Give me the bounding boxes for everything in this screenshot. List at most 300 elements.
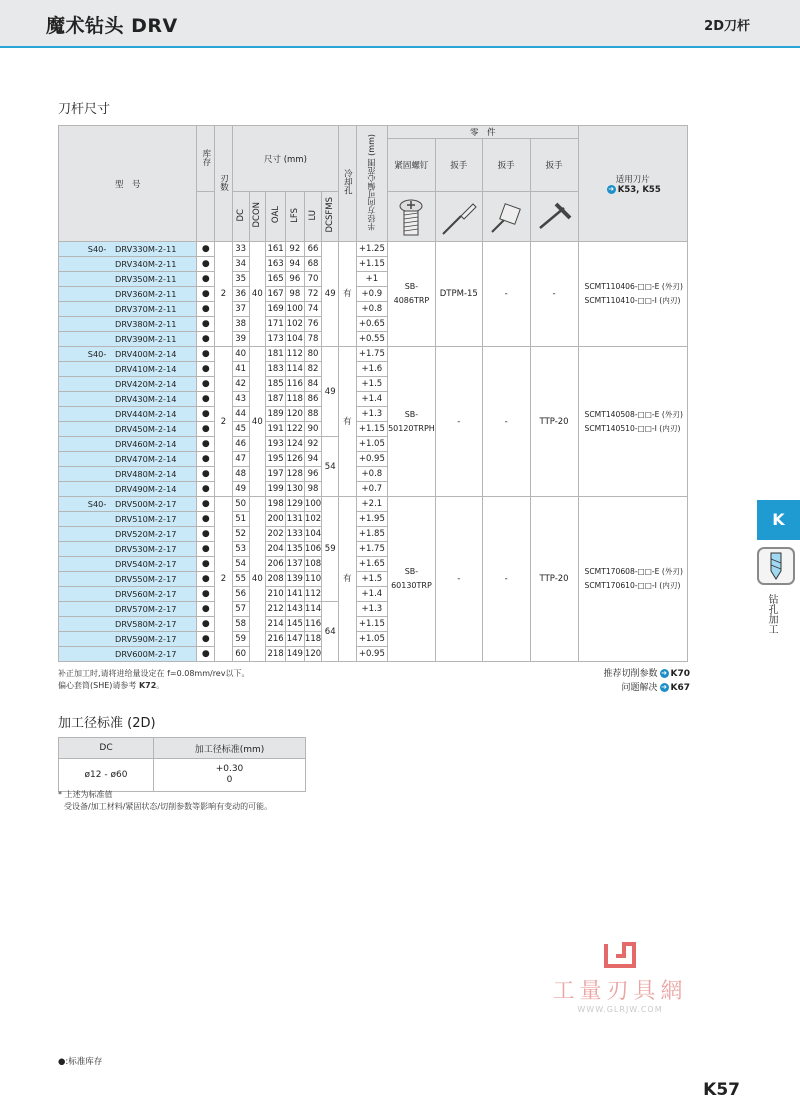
range-cell: +0.8	[356, 302, 387, 317]
lu-cell: 98	[304, 482, 322, 497]
stock-mark: ●	[197, 317, 215, 332]
stock-mark: ●	[197, 647, 215, 662]
standard-table	[58, 737, 306, 792]
lu-cell: 72	[304, 287, 322, 302]
lfs-cell: 104	[285, 332, 304, 347]
range-cell: +0.95	[356, 452, 387, 467]
lu-cell: 76	[304, 317, 322, 332]
wrench3-cell: TTP-20	[530, 497, 578, 662]
lu-cell: 114	[304, 602, 322, 617]
model-cell	[59, 527, 197, 542]
model-cell	[59, 557, 197, 572]
oal-cell: 202	[266, 527, 286, 542]
dc-cell: 57	[232, 602, 249, 617]
insert-code: SCMT140508-□□-E (外刃)	[584, 409, 683, 419]
arrow-right-icon: ➜	[661, 669, 667, 677]
model-cell	[59, 392, 197, 407]
flutes-cell: 2	[215, 242, 233, 347]
lfs-cell: 126	[285, 452, 304, 467]
wrench2-cell: -	[482, 497, 530, 662]
dc-cell: 48	[232, 467, 249, 482]
model-cell	[59, 362, 197, 377]
lfs-cell: 96	[285, 272, 304, 287]
stock-mark: ●	[197, 587, 215, 602]
range-cell: +1.15	[356, 257, 387, 272]
wrench3-cell: -	[530, 242, 578, 347]
range-cell: +1.5	[356, 572, 387, 587]
model-code: DRV390M-2-11	[115, 334, 177, 344]
model-code: DRV430M-2-14	[115, 394, 177, 404]
dc-cell: 33	[232, 242, 249, 257]
model-cell	[59, 647, 197, 662]
lfs-cell: 137	[285, 557, 304, 572]
model-code: DRV400M-2-14	[115, 349, 177, 359]
wrench2-cell: -	[482, 347, 530, 497]
t-wrench-icon	[534, 198, 574, 238]
table-notes	[58, 668, 249, 692]
oal-cell: 171	[266, 317, 286, 332]
dc-cell: 58	[232, 617, 249, 632]
lfs-cell: 114	[285, 362, 304, 377]
screw-cell: SB-50120TRPH	[387, 347, 435, 497]
range-cell: +0.7	[356, 482, 387, 497]
model-cell	[59, 482, 197, 497]
stock-mark: ●	[197, 362, 215, 377]
header-coolant: 冷却孔	[339, 126, 357, 242]
oal-cell: 212	[266, 602, 286, 617]
std-tolerance: +0.30 0	[154, 759, 306, 792]
lu-cell: 96	[304, 467, 322, 482]
oal-cell: 208	[266, 572, 286, 587]
stock-mark: ●	[197, 452, 215, 467]
model-cell	[59, 587, 197, 602]
oal-cell: 210	[266, 587, 286, 602]
oal-cell: 173	[266, 332, 286, 347]
model-code: DRV530M-2-17	[115, 544, 177, 554]
lfs-cell: 124	[285, 437, 304, 452]
stock-mark: ●	[197, 602, 215, 617]
model-cell	[59, 377, 197, 392]
lfs-cell: 133	[285, 527, 304, 542]
model-code: DRV560M-2-17	[115, 589, 177, 599]
stock-mark: ●	[197, 512, 215, 527]
header-parts: 零 件	[387, 126, 578, 139]
header-col-dcsfms: DCSFMS	[322, 192, 339, 242]
lfs-cell: 118	[285, 392, 304, 407]
wrench3-cell: TTP-20	[530, 347, 578, 497]
lfs-cell: 139	[285, 572, 304, 587]
lfs-cell: 141	[285, 587, 304, 602]
model-cell	[59, 422, 197, 437]
oal-cell: 167	[266, 287, 286, 302]
wrench3-image	[530, 192, 578, 242]
model-code: DRV590M-2-17	[115, 634, 177, 644]
model-code: DRV470M-2-14	[115, 454, 177, 464]
model-cell	[59, 302, 197, 317]
stock-mark: ●	[197, 527, 215, 542]
range-cell: +1.3	[356, 407, 387, 422]
table-row	[59, 242, 688, 257]
stock-mark: ●	[197, 347, 215, 362]
model-cell	[59, 572, 197, 587]
insert-code: SCMT170608-□□-E (外刃)	[584, 567, 683, 576]
coolant-cell: 有	[339, 347, 357, 497]
lu-cell: 112	[304, 587, 322, 602]
model-code: DRV570M-2-17	[115, 604, 177, 614]
lfs-cell: 102	[285, 317, 304, 332]
lfs-cell: 145	[285, 617, 304, 632]
lfs-cell: 122	[285, 422, 304, 437]
dc-cell: 45	[232, 422, 249, 437]
page-number: K57	[703, 1080, 740, 1100]
stock-mark: ●	[197, 542, 215, 557]
header-screw: 紧固螺钉	[387, 139, 435, 192]
page-category: 2D刀杆	[704, 19, 750, 34]
oal-cell: 195	[266, 452, 286, 467]
stock-legend: ●:标准库存	[58, 1057, 103, 1067]
oal-cell: 199	[266, 482, 286, 497]
dc-cell: 60	[232, 647, 249, 662]
model-cell	[59, 497, 197, 512]
side-label: 钻孔加工	[766, 594, 777, 634]
note-feed: 补正加工时,请将进给量设定在 f=0.08mm/rev以下。	[58, 669, 250, 678]
dc-cell: 59	[232, 632, 249, 647]
model-cell	[59, 257, 197, 272]
stock-mark: ●	[197, 392, 215, 407]
stock-mark: ●	[197, 572, 215, 587]
dc-cell: 42	[232, 377, 249, 392]
dcsfms-cell: 49	[322, 347, 339, 437]
oal-cell: 169	[266, 302, 286, 317]
range-cell: +1.3	[356, 602, 387, 617]
lu-cell: 120	[304, 647, 322, 662]
oal-cell: 198	[266, 497, 286, 512]
stock-mark: ●	[197, 287, 215, 302]
header-col-lu: LU	[304, 192, 322, 242]
model-code: DRV510M-2-17	[115, 514, 177, 524]
model-code: DRV580M-2-17	[115, 619, 177, 629]
model-code: DRV420M-2-14	[115, 379, 177, 389]
insert-cell	[578, 497, 687, 662]
range-cell: +1.4	[356, 392, 387, 407]
section-title-standard: 加工径标准 (2D)	[58, 716, 156, 731]
ref-cutting[interactable]: 推荐切削参数 ➜ K70	[603, 669, 690, 679]
header-flutes: 刃数	[215, 126, 233, 242]
dc-cell: 39	[232, 332, 249, 347]
range-cell: +1.75	[356, 347, 387, 362]
range-cell: +1.05	[356, 437, 387, 452]
oal-cell: 193	[266, 437, 286, 452]
coolant-cell: 有	[339, 497, 357, 662]
model-prefix: S40-	[87, 244, 107, 254]
oal-cell: 181	[266, 347, 286, 362]
oal-cell: 218	[266, 647, 286, 662]
lu-cell: 82	[304, 362, 322, 377]
header-wrench-1: 扳手	[435, 139, 482, 192]
range-cell: +1.5	[356, 377, 387, 392]
range-cell: +1.85	[356, 527, 387, 542]
lfs-cell: 128	[285, 467, 304, 482]
std-header-dc: DC	[59, 738, 154, 759]
oal-cell: 204	[266, 542, 286, 557]
oal-cell: 191	[266, 422, 286, 437]
dc-cell: 36	[232, 287, 249, 302]
range-cell: +1.6	[356, 362, 387, 377]
stock-mark: ●	[197, 332, 215, 347]
model-code: DRV550M-2-17	[115, 574, 177, 584]
lu-cell: 94	[304, 452, 322, 467]
lu-cell: 66	[304, 242, 322, 257]
wrench1-image	[435, 192, 482, 242]
model-cell	[59, 617, 197, 632]
model-cell	[59, 512, 197, 527]
wrench2-cell: -	[482, 242, 530, 347]
model-cell	[59, 347, 197, 362]
lfs-cell: 147	[285, 632, 304, 647]
dc-cell: 34	[232, 257, 249, 272]
stock-mark: ●	[197, 272, 215, 287]
wrench1-cell: DTPM-15	[435, 242, 482, 347]
range-cell: +1.4	[356, 587, 387, 602]
insert-cell	[578, 242, 687, 347]
stock-mark: ●	[197, 467, 215, 482]
dcon-cell: 40	[249, 497, 266, 662]
lfs-cell: 94	[285, 257, 304, 272]
dc-cell: 41	[232, 362, 249, 377]
arrow-right-icon: ➜	[661, 683, 667, 691]
ref-trouble[interactable]: 问题解决 ➜ K67	[621, 683, 690, 693]
dc-cell: 38	[232, 317, 249, 332]
dcsfms-cell: 64	[322, 602, 339, 662]
model-cell	[59, 332, 197, 347]
model-code: DRV380M-2-11	[115, 319, 177, 329]
lfs-cell: 129	[285, 497, 304, 512]
dc-cell: 47	[232, 452, 249, 467]
range-cell: +0.55	[356, 332, 387, 347]
oal-cell: 197	[266, 467, 286, 482]
stock-mark: ●	[197, 242, 215, 257]
lfs-cell: 92	[285, 242, 304, 257]
dc-cell: 50	[232, 497, 249, 512]
insert-code: SCMT110406-□□-E (外刃)	[584, 282, 683, 291]
range-cell: +1.15	[356, 422, 387, 437]
lfs-cell: 149	[285, 647, 304, 662]
dc-cell: 49	[232, 482, 249, 497]
header-col-dc: DC	[232, 192, 249, 242]
lu-cell: 84	[304, 377, 322, 392]
lfs-cell: 112	[285, 347, 304, 362]
model-code: DRV540M-2-17	[115, 559, 177, 569]
lfs-cell: 116	[285, 377, 304, 392]
model-cell	[59, 467, 197, 482]
coolant-cell: 有	[339, 242, 357, 347]
header-model: 型 号	[59, 126, 197, 242]
range-cell: +1.75	[356, 542, 387, 557]
page-title: 魔术钻头 DRV	[46, 15, 178, 37]
model-code: DRV350M-2-11	[115, 274, 177, 284]
stock-mark: ●	[197, 557, 215, 572]
model-cell	[59, 437, 197, 452]
model-cell	[59, 317, 197, 332]
lu-cell: 108	[304, 557, 322, 572]
lu-cell: 92	[304, 437, 322, 452]
stock-mark: ●	[197, 377, 215, 392]
oal-cell: 200	[266, 512, 286, 527]
lu-cell: 104	[304, 527, 322, 542]
stock-mark: ●	[197, 302, 215, 317]
model-cell	[59, 242, 197, 257]
model-cell	[59, 407, 197, 422]
dc-cell: 53	[232, 542, 249, 557]
oal-cell: 189	[266, 407, 286, 422]
oal-cell: 165	[266, 272, 286, 287]
range-cell: +2.1	[356, 497, 387, 512]
lfs-cell: 143	[285, 602, 304, 617]
dcon-cell: 40	[249, 242, 266, 347]
insert-cell	[578, 347, 687, 497]
model-code: DRV600M-2-17	[115, 649, 177, 659]
screw-cell: SB-4086TRP	[387, 242, 435, 347]
section-title-dimensions: 刀杆尺寸	[58, 102, 111, 117]
stock-mark: ●	[197, 497, 215, 512]
lu-cell: 80	[304, 347, 322, 362]
dcsfms-cell: 59	[322, 497, 339, 602]
lu-cell: 74	[304, 302, 322, 317]
dc-cell: 46	[232, 437, 249, 452]
drill-icon	[757, 547, 795, 585]
wrench1-cell: -	[435, 497, 482, 662]
model-code: DRV450M-2-14	[115, 424, 177, 434]
lfs-cell: 131	[285, 512, 304, 527]
model-cell	[59, 542, 197, 557]
header-insert: 适用刀片 ➜ K53, K55	[578, 126, 687, 242]
watermark-logo-icon	[602, 940, 638, 970]
dcon-cell: 40	[249, 347, 266, 497]
standard-notes: * 上述为标准值 受设备/加工材料/紧固状态/切削参数等影响有变动的可能。	[58, 790, 273, 811]
dc-cell: 54	[232, 557, 249, 572]
header-stock: 库存	[197, 126, 215, 192]
header-wrench-2: 扳手	[482, 139, 530, 192]
references	[603, 667, 690, 695]
dimensions-table	[58, 125, 688, 662]
page-header	[0, 0, 800, 48]
range-cell: +1.95	[356, 512, 387, 527]
model-cell	[59, 632, 197, 647]
range-cell: +1	[356, 272, 387, 287]
model-code: DRV490M-2-14	[115, 484, 177, 494]
lu-cell: 86	[304, 392, 322, 407]
side-tab-k[interactable]: K	[757, 500, 800, 540]
lu-cell: 110	[304, 572, 322, 587]
lfs-cell: 98	[285, 287, 304, 302]
screwdriver-icon	[439, 198, 479, 238]
oal-cell: 163	[266, 257, 286, 272]
range-cell: +1.05	[356, 632, 387, 647]
std-dc-value: ø12 - ø60	[59, 759, 154, 792]
model-code: DRV500M-2-17	[115, 499, 177, 509]
model-code: DRV460M-2-14	[115, 439, 177, 449]
lu-cell: 116	[304, 617, 322, 632]
header-stock-blank	[197, 192, 215, 242]
lu-cell: 90	[304, 422, 322, 437]
dc-cell: 52	[232, 527, 249, 542]
stock-mark: ●	[197, 257, 215, 272]
dc-cell: 55	[232, 572, 249, 587]
oal-cell: 185	[266, 377, 286, 392]
model-code: DRV440M-2-14	[115, 409, 177, 419]
stock-mark: ●	[197, 482, 215, 497]
model-code: DRV360M-2-11	[115, 289, 177, 299]
oal-cell: 187	[266, 392, 286, 407]
model-code: DRV370M-2-11	[115, 304, 177, 314]
table-row	[59, 497, 688, 512]
flutes-cell: 2	[215, 497, 233, 662]
dcsfms-cell: 49	[322, 242, 339, 347]
oal-cell: 161	[266, 242, 286, 257]
range-cell: +1.15	[356, 617, 387, 632]
screw-icon	[398, 198, 424, 238]
lfs-cell: 135	[285, 542, 304, 557]
lu-cell: 88	[304, 407, 322, 422]
model-code: DRV410M-2-14	[115, 364, 177, 374]
header-wrench-3: 扳手	[530, 139, 578, 192]
model-cell	[59, 452, 197, 467]
stock-mark: ●	[197, 617, 215, 632]
range-cell: +0.95	[356, 647, 387, 662]
model-prefix: S40-	[87, 349, 107, 359]
note-sleeve: 偏心套筒(SHE)请参考 K72。	[58, 681, 165, 690]
model-prefix: S40-	[87, 499, 107, 509]
wrench1-cell: -	[435, 347, 482, 497]
oal-cell: 216	[266, 632, 286, 647]
range-cell: +1.65	[356, 557, 387, 572]
stock-mark: ●	[197, 437, 215, 452]
dc-cell: 40	[232, 347, 249, 362]
insert-code: SCMT170610-□□-I (内刃)	[584, 581, 681, 590]
range-cell: +1.25	[356, 242, 387, 257]
header-offset-range: 半径方向可偏心范围 (mm)	[356, 126, 387, 242]
model-code: DRV330M-2-11	[115, 244, 177, 254]
stock-mark: ●	[197, 632, 215, 647]
model-code: DRV520M-2-17	[115, 529, 177, 539]
lfs-cell: 130	[285, 482, 304, 497]
range-cell: +0.8	[356, 467, 387, 482]
lu-cell: 102	[304, 512, 322, 527]
lu-cell: 70	[304, 272, 322, 287]
dc-cell: 37	[232, 302, 249, 317]
lfs-cell: 100	[285, 302, 304, 317]
insert-code: SCMT110410-□□-I (内刃)	[584, 296, 681, 305]
range-cell: +0.65	[356, 317, 387, 332]
header-col-oal: OAL	[266, 192, 286, 242]
lfs-cell: 120	[285, 407, 304, 422]
screw-cell: SB-60130TRP	[387, 497, 435, 662]
oal-cell: 183	[266, 362, 286, 377]
dc-cell: 43	[232, 392, 249, 407]
std-header-diameter: 加工径标准(mm)	[154, 738, 306, 759]
model-code: DRV340M-2-11	[115, 259, 177, 269]
model-cell	[59, 272, 197, 287]
lu-cell: 100	[304, 497, 322, 512]
model-cell	[59, 287, 197, 302]
lu-cell: 78	[304, 332, 322, 347]
dcsfms-cell: 54	[322, 437, 339, 497]
flutes-cell: 2	[215, 347, 233, 497]
torx-wrench-icon	[486, 198, 526, 238]
model-cell	[59, 602, 197, 617]
stock-mark: ●	[197, 422, 215, 437]
dc-cell: 51	[232, 512, 249, 527]
